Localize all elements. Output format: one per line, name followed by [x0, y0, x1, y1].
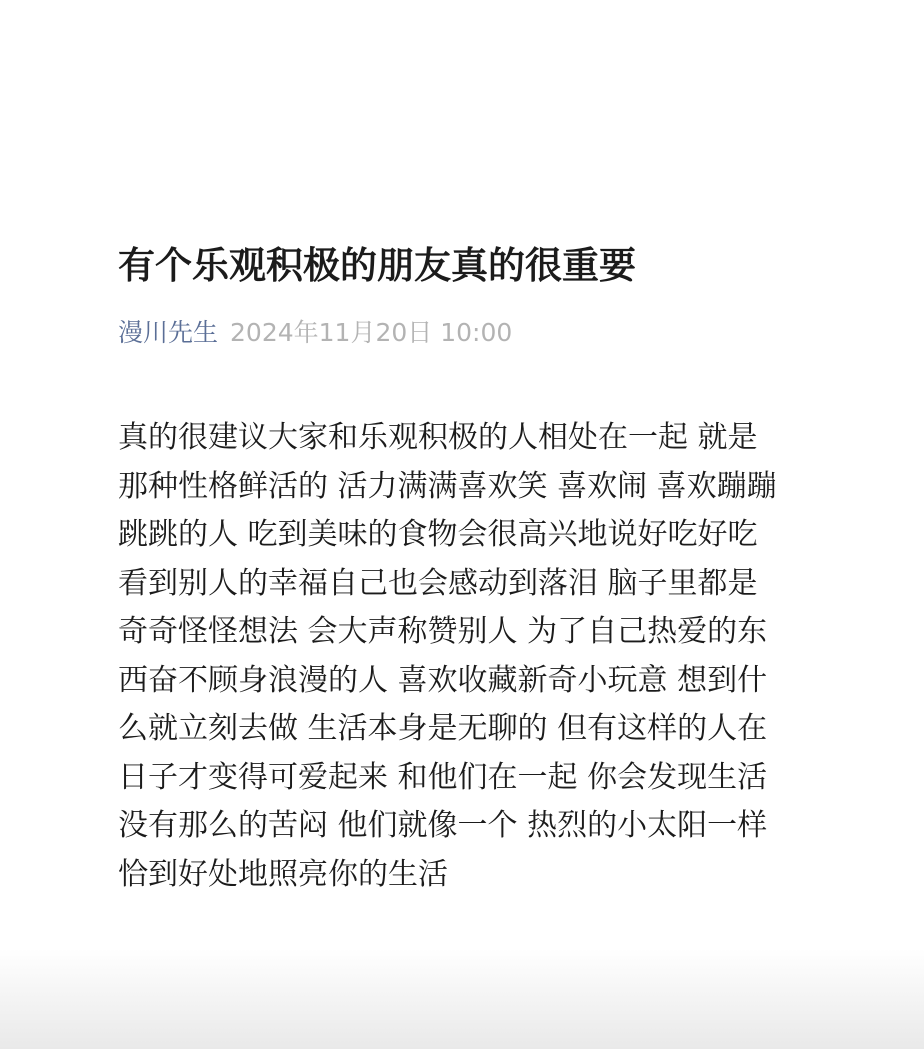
body-line: 奇奇怪怪想法 会大声称赞别人 为了自己热爱的东 [118, 614, 768, 649]
body-line: 没有那么的苦闷 他们就像一个 热烈的小太阳一样 [118, 808, 768, 843]
body-line: 真的很建议大家和乐观积极的人相处在一起 就是 [118, 420, 758, 455]
author-link[interactable]: 漫川先生 [118, 318, 219, 347]
body-line: 西奋不顾身浪漫的人 喜欢收藏新奇小玩意 想到什 [118, 662, 768, 698]
article-body [118, 414, 818, 899]
body-line: 日子才变得可爱起来 和他们在一起 你会发现生活 [118, 759, 768, 795]
article-title: 有个乐观积极的朋友真的很重要 [118, 244, 636, 287]
article-meta [118, 316, 512, 350]
body-line: 那种性格鲜活的 活力满满喜欢笑 喜欢闹 喜欢蹦蹦 [118, 468, 777, 504]
publish-datetime: 2024年11月20日 10:00 [230, 318, 513, 347]
body-line: 看到别人的幸福自己也会感动到落泪 脑子里都是 [118, 565, 758, 601]
body-line: 恰到好处地照亮你的生活 [118, 856, 448, 892]
body-line: 么就立刻去做 生活本身是无聊的 但有这样的人在 [118, 711, 768, 746]
body-line: 跳跳的人 吃到美味的食物会很高兴地说好吃好吃 [118, 517, 758, 552]
bottom-fade [0, 949, 924, 1049]
